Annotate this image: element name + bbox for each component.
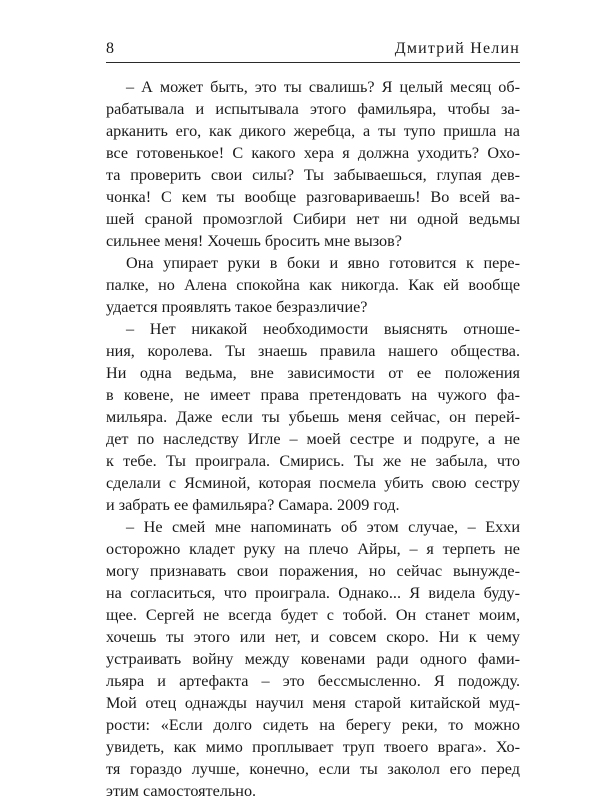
text-line: могу признавать свои поражения, но сейчас вынужде- (106, 562, 520, 580)
text-line: – Нет никакой необходимости выяснять отноше- (126, 320, 520, 338)
text-line: этим самостоятельно. (106, 782, 257, 800)
text-line: льяра и артефакта – это бессмысленно. Я подожду. (106, 672, 520, 690)
text-line: рабатывала и испытывала этого фамильяра, чтобы за- (106, 100, 520, 118)
text-line: чонка! С кем ты вообще разговариваешь! Во всей ва- (106, 188, 520, 206)
text-line: к тебе. Ты проиграла. Смирись. Ты же не забыла, что (106, 452, 520, 470)
text-line: на согласиться, что проиграла. Однако... Я видела буду- (106, 584, 520, 602)
text-line: хочешь ты этого или нет, и совсем скоро. Ни к чему (106, 628, 520, 646)
text-line: Она упирает руки в боки и явно готовится к пере- (126, 254, 520, 272)
text-line: мильяра. Даже если ты убьешь меня сейчас, он перей- (106, 408, 520, 426)
text-line: рости: «Если долго сидеть на берегу реки, то можно (106, 716, 520, 734)
text-line: щее. Сергей не всегда будет с тобой. Он станет моим, (106, 606, 520, 624)
text-line: тя гораздо лучше, конечно, если ты заколол его перед (106, 760, 520, 778)
text-line: Мой отец однажды научил меня старой китайской муд- (106, 694, 520, 712)
text-line: дет по наследству Игле – моей сестре и подруге, а не (106, 430, 520, 448)
page-number: 8 (106, 40, 115, 57)
text-line: осторожно кладет руку на плечо Айры, – я терпеть не (106, 540, 520, 558)
body-text (106, 76, 520, 802)
paragraph (106, 76, 520, 252)
paragraph (106, 252, 520, 318)
text-line: – А может быть, это ты свалишь? Я целый месяц об- (126, 78, 520, 96)
text-line: палке, но Алена спокойна как никогда. Как ей вообще (106, 276, 520, 294)
text-line: сделали с Ясминой, которая посмела убить свою сестру (106, 474, 520, 492)
text-line: и забрать ее фамильяра? Самара. 2009 год. (106, 496, 400, 514)
paragraph (106, 318, 520, 516)
text-line: сильнее меня! Хочешь бросить мне вызов? (106, 232, 402, 250)
page-header (106, 38, 520, 63)
text-line: удается проявлять такое безразличие? (106, 298, 368, 316)
text-line: устраивать войну между ковенами ради одного фами- (106, 650, 520, 668)
text-line: увидеть, как мимо проплывает труп твоего врага». Хо- (106, 738, 520, 756)
text-line: та проверить свои силы? Ты забываешься, глупая дев- (106, 166, 520, 184)
text-line: в ковене, не имеет права претендовать на чужого фа- (106, 386, 520, 404)
paragraph (106, 516, 520, 802)
text-line: – Не смей мне напоминать об этом случае, – Ехxи (126, 518, 520, 536)
text-line: шей сраной промозглой Сибири нет ни одной ведьмы (106, 210, 520, 228)
text-line: Ни одна ведьма, вне зависимости от ее положения (106, 364, 520, 382)
running-head-author: Дмитрий Нелин (394, 40, 520, 57)
text-line: арканить его, как дикого жеребца, а ты тупо пришла на (106, 122, 520, 140)
text-line: все готовенькое! С какого хера я должна уходить? Охо- (106, 144, 520, 162)
text-line: ния, королева. Ты знаешь правила нашего общества. (106, 342, 520, 360)
